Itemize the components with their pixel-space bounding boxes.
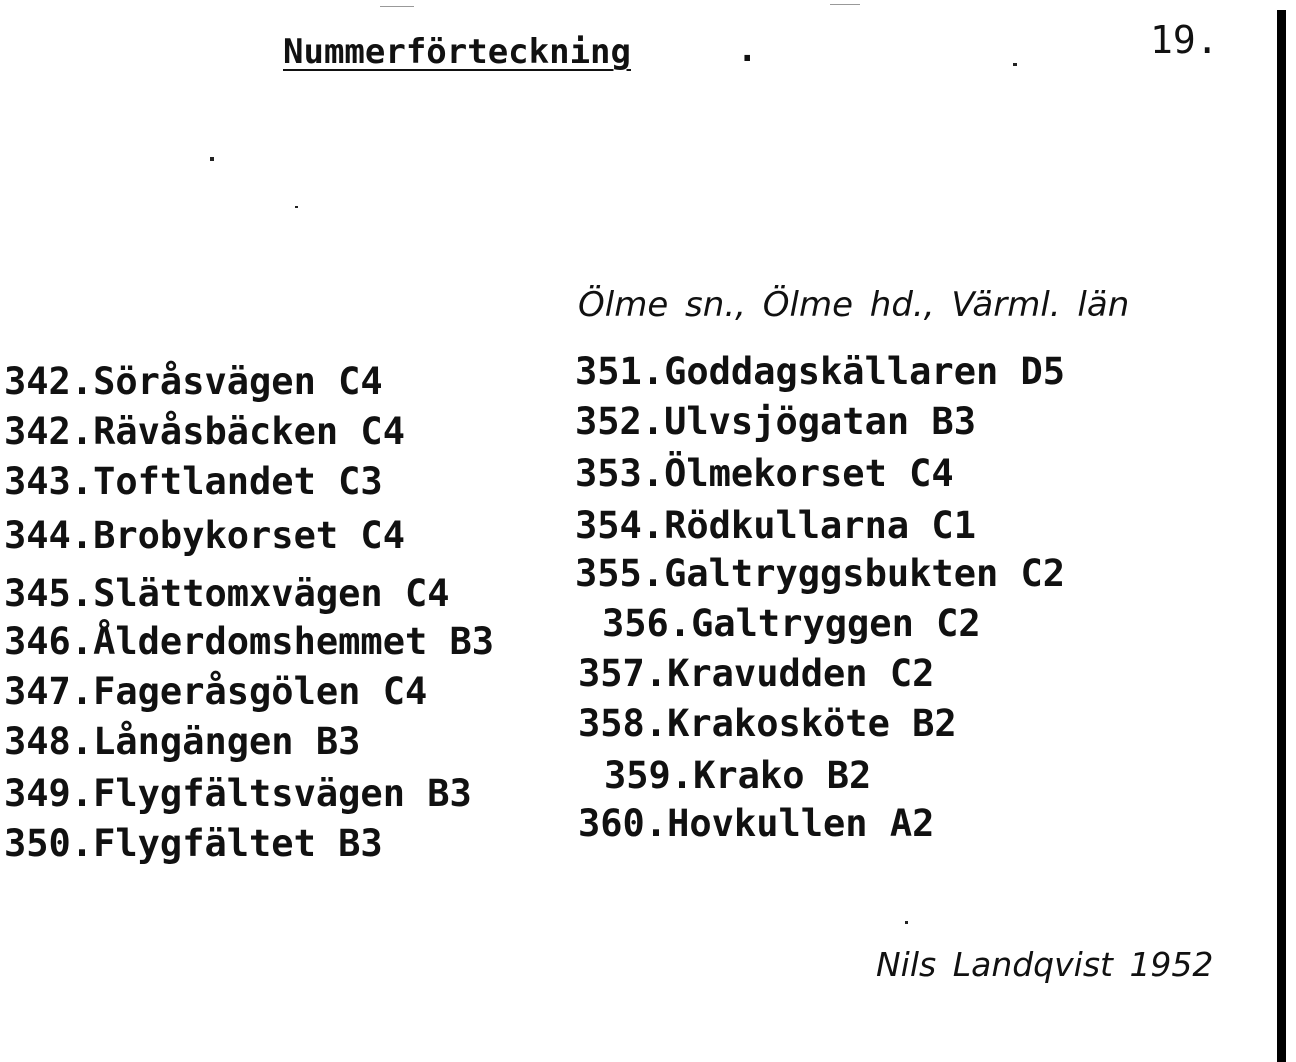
list-item: 351.Goddagskällaren D5 — [575, 350, 1066, 393]
scan-speck — [295, 206, 298, 208]
list-item: 360.Hovkullen A2 — [578, 802, 935, 845]
parish-stamp: Ölme sn., Ölme hd., Värml. län — [578, 285, 1130, 325]
list-item: 344.Brobykorset C4 — [4, 514, 405, 557]
scan-border-edge — [1277, 10, 1286, 1062]
list-item: 350.Flygfältet B3 — [4, 822, 383, 865]
page-number: 19. — [1150, 18, 1219, 62]
list-item: 342.Rävåsbäcken C4 — [4, 410, 405, 453]
list-item: 353.Ölmekorset C4 — [575, 452, 954, 495]
list-item: 352.Ulvsjögatan B3 — [575, 400, 976, 443]
list-item: 354.Rödkullarna C1 — [575, 504, 976, 547]
list-item: 358.Krakosköte B2 — [578, 702, 957, 745]
list-item: 348.Långängen B3 — [4, 720, 361, 763]
list-item: 356.Galtryggen C2 — [602, 602, 981, 645]
scan-speck — [905, 921, 908, 924]
list-item: 357.Kravudden C2 — [578, 652, 935, 695]
list-item: 345.Slättomxvägen C4 — [4, 572, 450, 615]
scan-speck — [380, 6, 414, 7]
scan-speck — [830, 4, 860, 5]
list-item: 343.Toftlandet C3 — [4, 460, 383, 503]
list-item: 347.Fageråsgölen C4 — [4, 670, 428, 713]
author-signature: Nils Landqvist 1952 — [876, 945, 1214, 984]
list-item: 359.Krako B2 — [604, 754, 872, 797]
list-item: 342.Söråsvägen C4 — [4, 360, 383, 403]
scan-speck — [1013, 63, 1017, 66]
list-item: 355.Galtryggsbukten C2 — [575, 552, 1066, 595]
scan-speck — [210, 157, 214, 161]
page-title: Nummerförteckning — [283, 32, 631, 72]
list-item: 346.Ålderdomshemmet B3 — [4, 620, 495, 663]
title-period: . — [737, 30, 758, 70]
list-item: 349.Flygfältsvägen B3 — [4, 772, 472, 815]
